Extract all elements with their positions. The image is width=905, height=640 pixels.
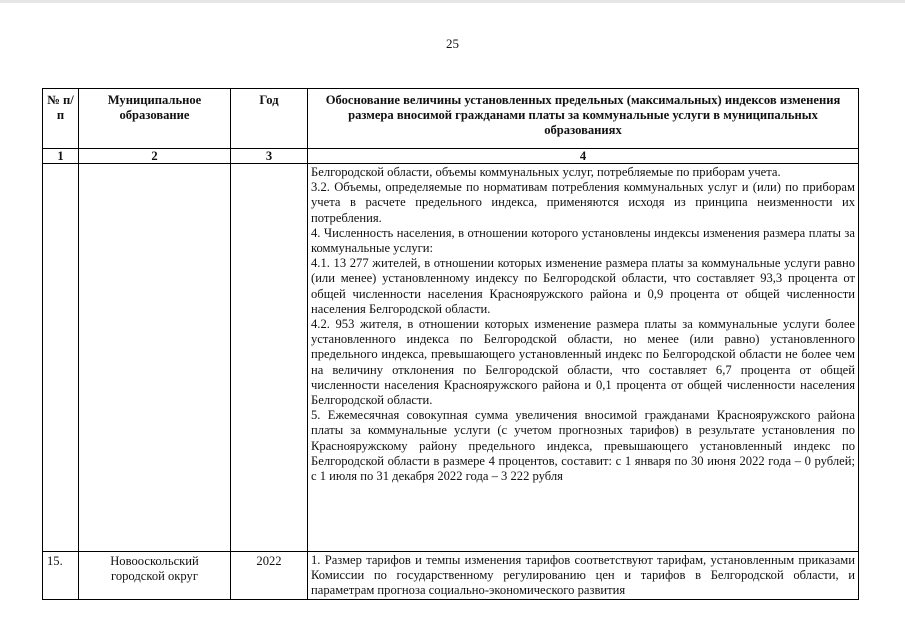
column-number-2: 2 — [79, 149, 231, 164]
row-municipality — [79, 164, 231, 552]
table-row — [43, 552, 859, 600]
row-municipality: Новооскольский городской округ — [79, 552, 231, 600]
justification-paragraph: 4. Численность населения, в отношении которого установлены индексы изменения размера платы за коммунальные услуги: — [311, 225, 855, 256]
justification-paragraph: 3.2. Объемы, определяемые по нормативам потребления коммунальных услуг и (или) по приборам учета в расчете предельного индекса, применяются исходя из принципа неизменности их потребления. — [311, 180, 855, 225]
row-justification — [308, 164, 859, 552]
justification-paragraph: 4.2. 953 жителя, в отношении которых изменение размера платы за коммунальные услуги более установленного индекса по Белгородской области, но менее (или равно) установленного предельного индекса, превышающего установленный индекс по Белгородской области не более чем на величину отклонения по Белгородской области, что составляет 6,7 процента от общей численности населения Краснояружского района и 0,1 процента от общей численности населения Белгородской области. — [311, 317, 855, 408]
table-header-row — [43, 89, 859, 149]
justification-paragraph: Белгородской области, объемы коммунальных услуг, потребляемые по приборам учета. — [311, 165, 781, 179]
justification-paragraph: 1. Размер тарифов и темпы изменения тарифов соответствуют тарифам, установленным приказами Комиссии по государственному регулированию цен и тарифов в Белгородской области, и параметрам прогноза социально-экономического развития — [311, 553, 855, 598]
header-number: № п/п — [43, 89, 79, 149]
column-number-1: 1 — [43, 149, 79, 164]
page-number: 25 — [446, 36, 459, 51]
header-municipality: Муниципальное образование — [79, 89, 231, 149]
scan-top-edge — [0, 0, 905, 3]
column-number-4: 4 — [308, 149, 859, 164]
table-row — [43, 164, 859, 552]
row-justification — [308, 552, 859, 600]
header-year: Год — [231, 89, 308, 149]
column-number-row — [43, 149, 859, 164]
justification-table — [42, 88, 859, 600]
justification-paragraph: 4.1. 13 277 жителей, в отношении которых изменение размера платы за коммунальные услуги равно (или менее) установленному индексу по Белгородской области, что составляет 93,3 процента от общей численности населения Краснояружского района и 0,9 процента от общей численности населения Белгородской области. — [311, 256, 855, 316]
row-year — [231, 164, 308, 552]
row-number: 15. — [43, 552, 79, 600]
column-number-3: 3 — [231, 149, 308, 164]
header-justification: Обоснование величины установленных предельных (максимальных) индексов изменения размера вносимой гражданами платы за коммунальные услуги в муниципальных образованиях — [308, 89, 859, 149]
justification-paragraph: 5. Ежемесячная совокупная сумма увеличения вносимой гражданами Краснояружского района платы за коммунальные услуги (с учетом прогнозных тарифов) в результате установления по Краснояружскому району предельного индекса, превышающего установленный индекс по Белгородской области в размере 4 процентов, составит: с 1 января по 30 июня 2022 года – 0 рублей; с 1 июля по 31 декабря 2022 года – 3 222 рубля — [311, 408, 855, 484]
row-year: 2022 — [231, 552, 308, 600]
row-number — [43, 164, 79, 552]
